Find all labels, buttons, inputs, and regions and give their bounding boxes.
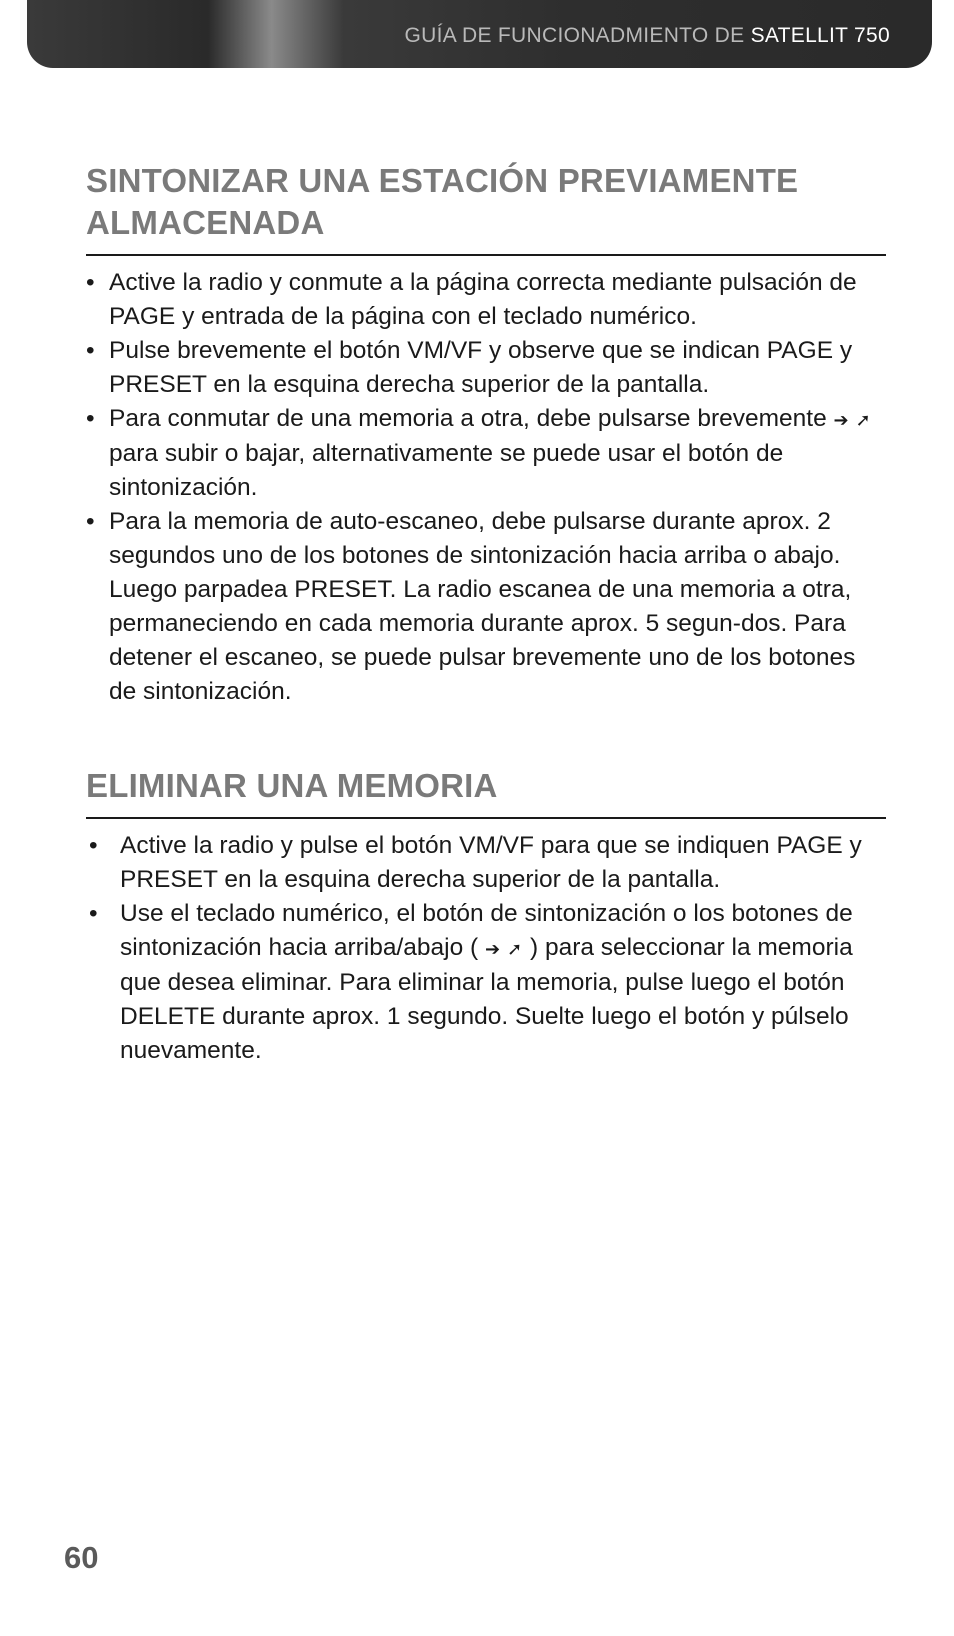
section-recall-preset	[86, 160, 886, 709]
list-item	[86, 829, 886, 897]
bullet-icon: •	[86, 337, 95, 364]
section-title-line1: SINTONIZAR UNA ESTACIÓN PREVIAMENTE	[86, 162, 799, 199]
bullet-list	[86, 266, 886, 709]
section-title	[86, 160, 886, 244]
list-item	[86, 505, 886, 709]
bullet-icon: •	[86, 269, 95, 296]
up-down-arrows-icon: ➔ ➚	[485, 939, 524, 959]
list-item	[86, 266, 886, 334]
list-item-text-tail: ) para seleccionar la memoria que desea eliminar. Para eliminar la memoria, pulse luego el botón DELETE durante aprox. 1 segundo. Suelte luego el botón y púlselo nuevamente.	[120, 934, 853, 1064]
header-bar	[27, 0, 932, 68]
header-guide-label: GUÍA DE FUNCIONADMIENTO DE	[404, 24, 751, 47]
list-item	[86, 402, 886, 505]
list-item-text: Use el teclado numérico, el botón de sintonización o los botones de sintonización hacia arriba/abajo (	[120, 900, 853, 961]
list-item-text: Active la radio y conmute a la página correcta mediante pulsación de PAGE y entrada de la página con el teclado numérico.	[109, 269, 857, 330]
bullet-icon: •	[89, 900, 98, 927]
up-down-arrows-icon: ➔ ➚	[833, 410, 872, 430]
section-title: ELIMINAR UNA MEMORIA	[86, 767, 498, 804]
bullet-icon: •	[89, 832, 98, 859]
header-title	[405, 24, 891, 48]
bullet-icon: •	[86, 508, 95, 535]
list-item-text-tail: para subir o bajar, alternativamente se puede usar el botón de sintonización.	[109, 440, 784, 501]
bullet-list	[86, 829, 886, 1068]
list-item	[86, 334, 886, 402]
header-brand-label: SATELLIT 750	[750, 24, 890, 47]
list-item-text: Pulse brevemente el botón VM/VF y observe que se indican PAGE y PRESET en la esquina derecha superior de la pantalla.	[109, 337, 853, 398]
list-item	[86, 897, 886, 1068]
page-number: 60	[64, 1540, 99, 1575]
list-item-text: Para conmutar de una memoria a otra, debe pulsarse brevemente	[109, 405, 827, 432]
list-item-text: Para la memoria de auto-escaneo, debe pulsarse durante aprox. 2 segundos uno de los botones de sintonización hacia arriba o abajo. Luego parpadea PRESET. La radio escanea de una memoria a otra, permaneciendo en cada memoria durante aprox. 5 segun-dos. Para detener el escaneo, se puede pulsar brevemente uno de los botones de sintonización.	[109, 508, 856, 705]
section-delete-preset	[86, 765, 886, 1068]
list-item-text: Active la radio y pulse el botón VM/VF para que se indiquen PAGE y PRESET en la esquina derecha superior de la pantalla.	[120, 832, 862, 893]
section-divider	[86, 817, 886, 819]
bullet-icon: •	[86, 405, 95, 432]
section-title-line2: ALMACENADA	[86, 204, 325, 241]
section-divider	[86, 254, 886, 256]
